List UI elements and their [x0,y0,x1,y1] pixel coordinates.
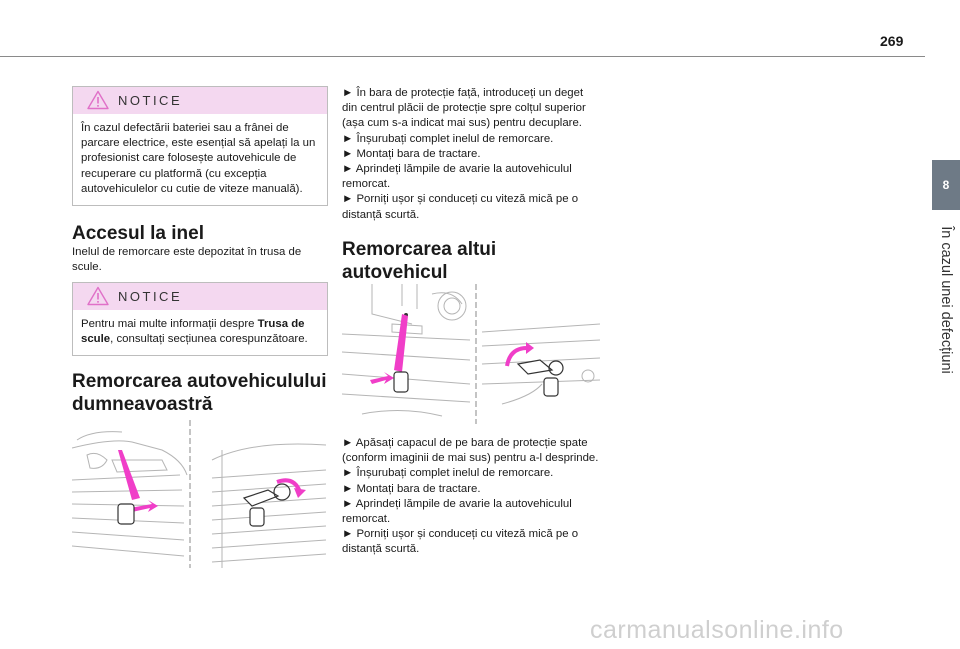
heading-ring-access: Accesul la inel [72,223,205,244]
chapter-title-text: În cazul unei defecțiuni [938,226,954,374]
warning-icon [87,286,109,306]
tow-ring-icon [244,490,278,506]
step-item: ► Apăsați capacul de pe bara de protecție spate (conform imaginii de mai sus) pentru a-l desprinde. [342,437,599,465]
heading-tow-other-vehicle [342,238,496,284]
step-item: ► Porniți ușor și conduceți cu viteză mică pe o distanță scurtă. [342,193,579,221]
bumper-cover-icon [118,504,134,524]
notice-text: În cazul defectării bateriei sau a frânei de parcare electrice, este esențial să apelați la un profesionist care folosește autovehicule de recuperare cu platformă (cu excepția autovehiculelor cu cutie de viteze manuală). [81,122,316,195]
notice-header [73,87,327,114]
heading-line: autovehicul [342,262,448,283]
step-item: ► Montați bara de tractare. [342,482,481,495]
steps-other-vehicle [342,436,600,558]
steps-own-vehicle [342,86,600,223]
step-item: ► Înșurubați complet inelul de remorcare. [342,467,554,480]
step-item: ► Aprindeți lămpile de avarie la autovehiculul remorcat. [342,163,572,191]
notice-header [73,283,327,310]
heading-line: Remorcarea autovehiculului [72,371,327,392]
front-bumper-figure [72,420,326,568]
step-item: ► În bara de protecție față, introduceți un deget din centrul plăcii de protecție spre colțul superior (așa cum s-a indicat mai sus) pentru decuplare. [342,87,586,130]
step-item: ► Înșurubați complet inelul de remorcare. [342,132,554,145]
notice-box-battery [72,86,328,206]
notice-box-toolkit [72,282,328,356]
notice-link-toolkit: Trusa de scule [81,318,305,346]
ring-access-text: Inelul de remorcare este depozitat în trusa de scule. [72,246,302,274]
heading-line: dumneavoastră [72,394,213,415]
step-item: ► Aprindeți lămpile de avarie la autovehiculul remorcat. [342,497,572,526]
notice-text [73,310,327,355]
push-direction-icon [370,372,394,384]
bumper-cover-icon [250,508,264,526]
notice-title: NOTICE [118,93,183,108]
notice-title: NOTICE [118,289,183,304]
pointer-arrow-icon [394,314,408,372]
rear-bumper-figure [342,284,600,424]
heading-tow-own-vehicle [72,370,326,416]
page-number: 269 [880,33,904,49]
notice-text-after: , consultați secțiunea corespunzătoare. [110,333,308,346]
header-divider [0,56,925,57]
heading-line: Remorcarea altui [342,239,497,260]
watermark-text: carmanualsonline.info [590,616,844,644]
chapter-tab[interactable]: 8 [932,160,960,210]
bumper-cover-icon [394,372,408,392]
notice-text-before: Pentru mai multe informații despre [81,318,258,330]
step-item: ► Porniți ușor și conduceți cu viteză mică pe o distanță scurtă. [342,528,579,556]
step-item: ► Montați bara de tractare. [342,147,481,160]
warning-icon [87,90,109,110]
bumper-cover-icon [544,378,558,396]
pointer-arrow-icon [118,450,140,500]
